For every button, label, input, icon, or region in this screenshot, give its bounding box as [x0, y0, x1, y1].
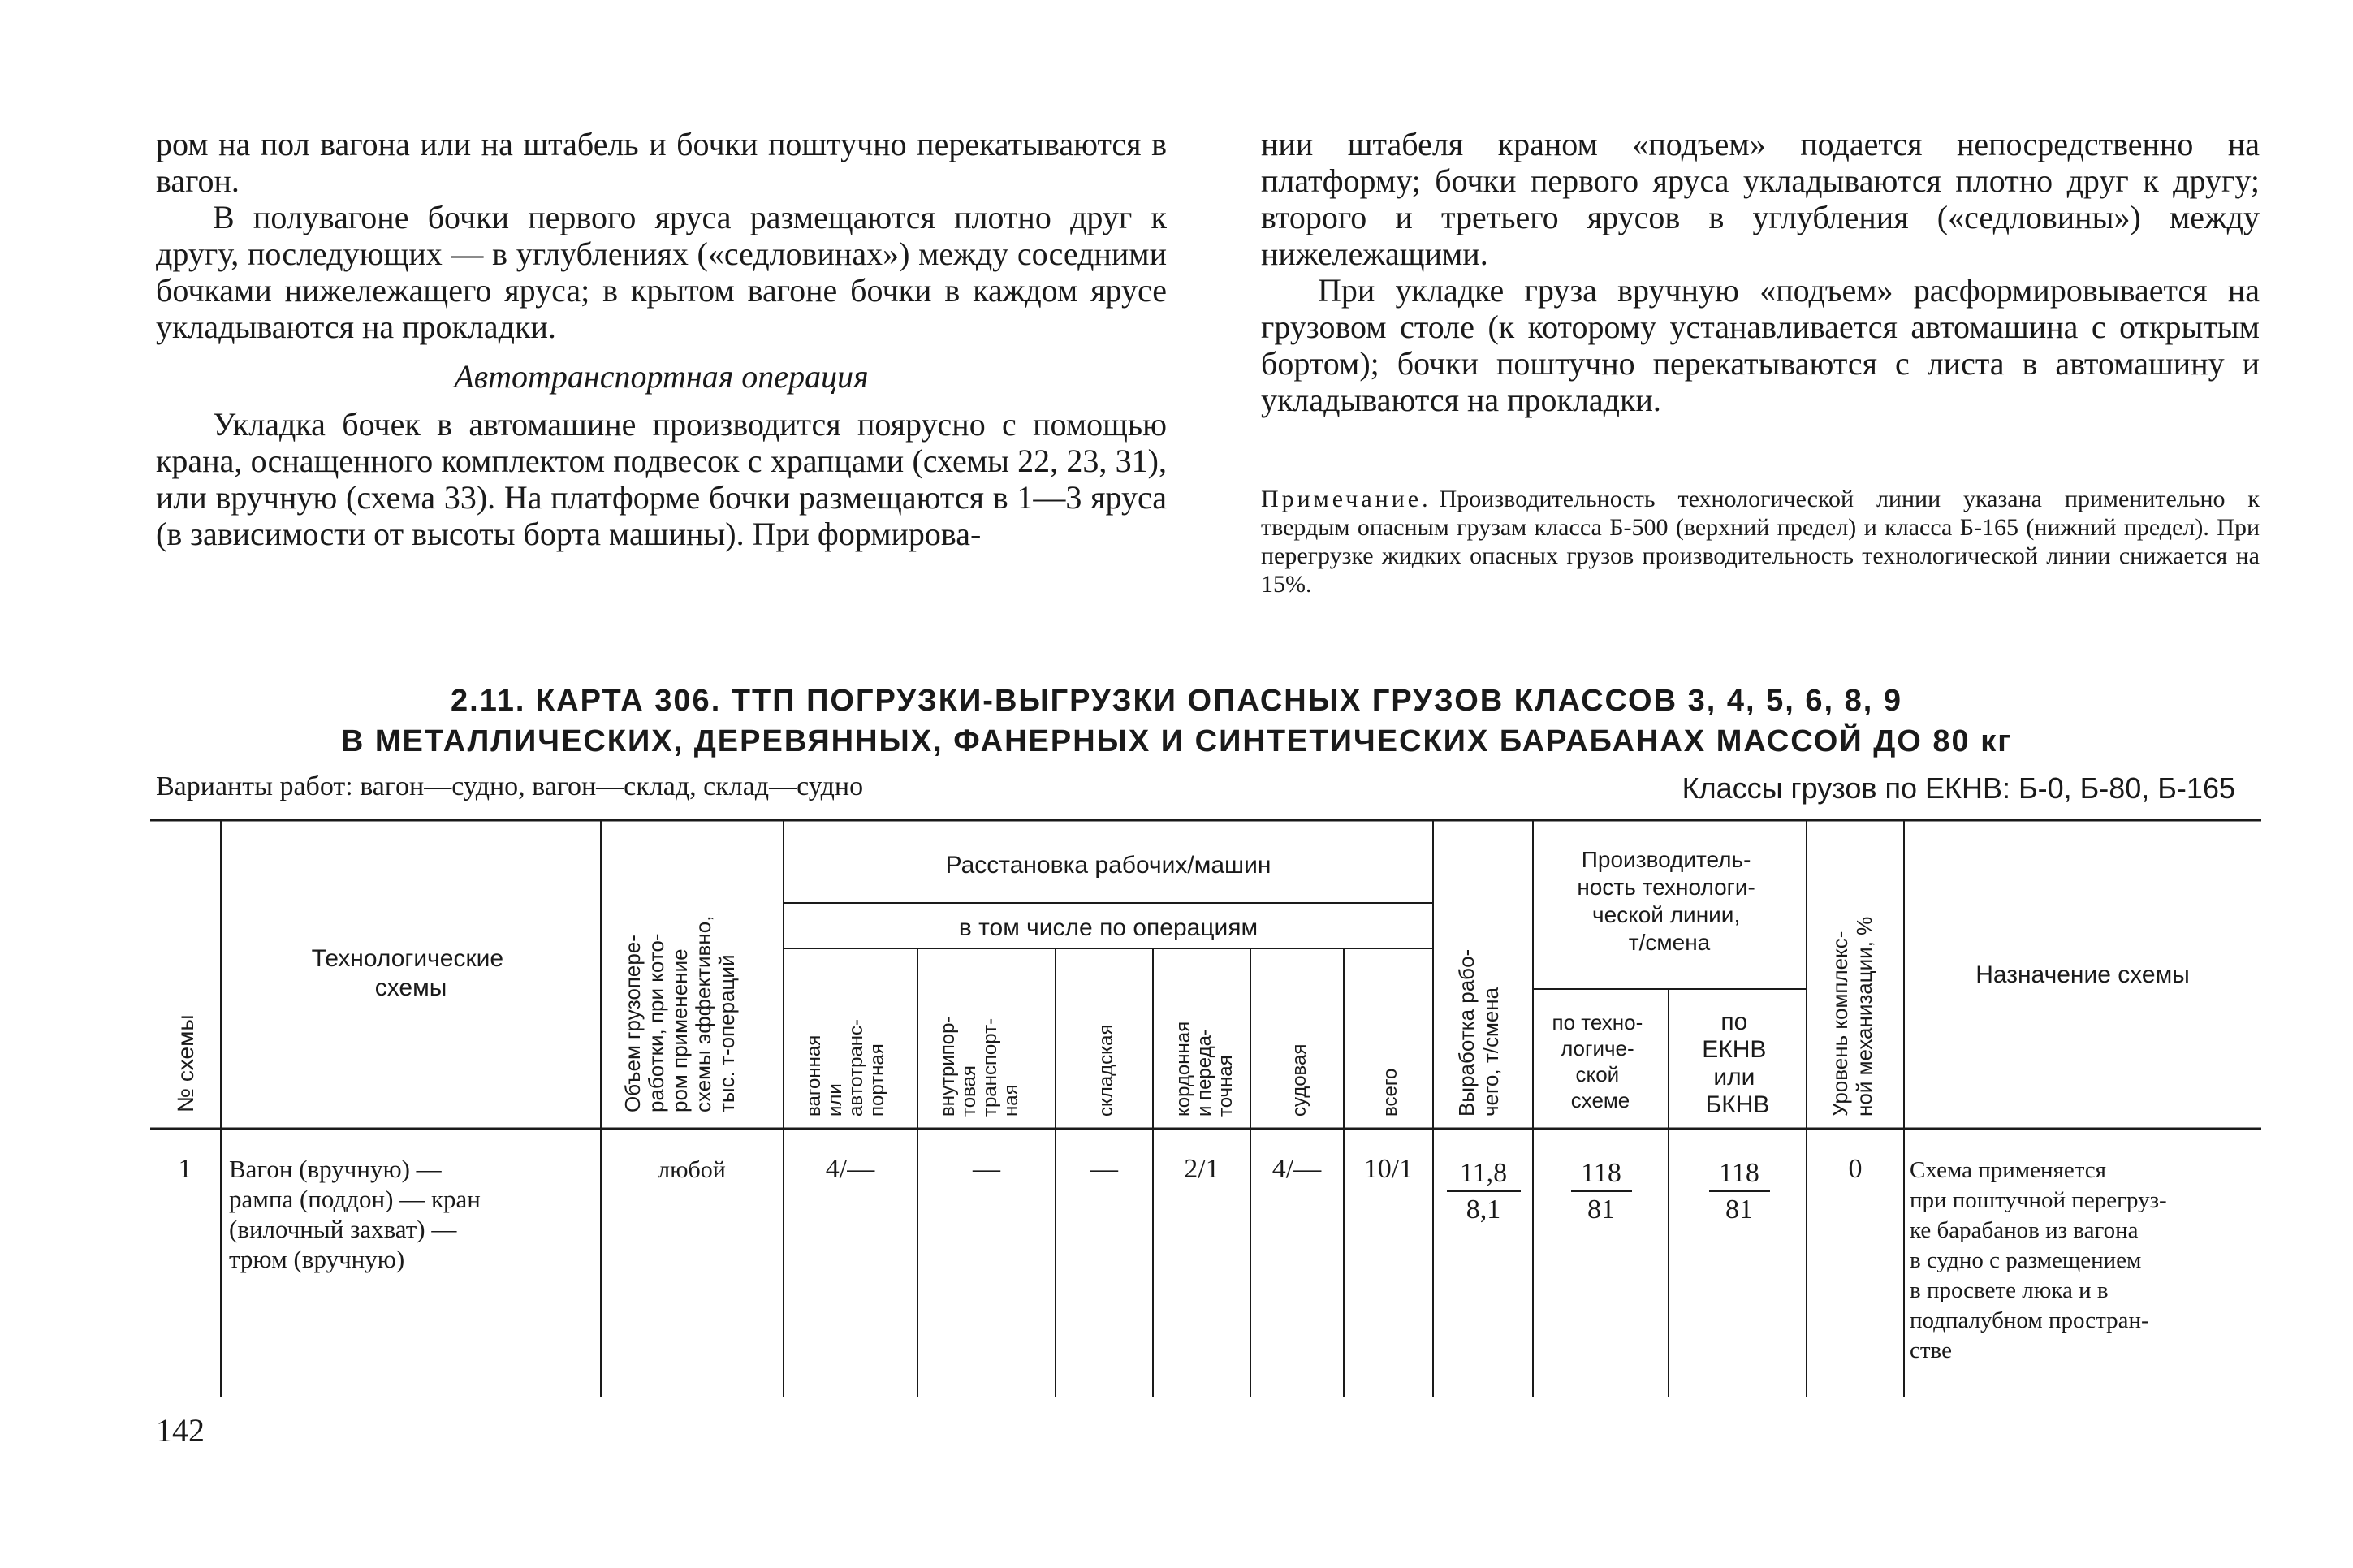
col-header-purpose: Назначение схемы [1975, 961, 2190, 988]
tech-scheme: Вагон (вручную) — рампа (поддон) — кран (вилочный захват) — трюм (вручную) [229, 1155, 481, 1273]
col-header-mechanization-level: Уровень комплекс- ной механизации, % [1828, 916, 1876, 1117]
col-header-ship-op: судовая [1289, 1043, 1310, 1117]
note-label: Примечание. [1261, 486, 1431, 512]
wagon-op-value: 4/— [825, 1154, 875, 1184]
paragraph: При укладке груза вручную «подъем» расформировывается на грузовом столе (к которому устанавливается автомашина с открытым бортом); бочки поштучно перекатываются с листа в автомашину и укладываются на прокладки. [1261, 272, 2260, 418]
col-header-cordon-op: кордонная и переда- точная [1172, 1021, 1237, 1117]
page-number: 142 [156, 1412, 205, 1449]
col-header-wagon-op: вагонная или автотранс- портная [803, 1018, 888, 1117]
volume-value: любой [658, 1156, 726, 1183]
col-header-arrangement: Расстановка рабочих/машин [945, 852, 1271, 879]
col-header-productivity: Производитель- ность технологи- ческой линии, т/смена [1577, 847, 1755, 955]
cargo-classes: Классы грузов по ЕКНВ: Б-0, Б-80, Б-165 [1682, 771, 2235, 805]
cordon-op-value: 2/1 [1184, 1154, 1220, 1184]
col-header-total: всего [1379, 1068, 1401, 1117]
work-variants: Варианты работ: вагон—судно, вагон—склад, склад—судно [156, 771, 864, 801]
productivity-ekhv-upper: 118 [1719, 1158, 1759, 1188]
ship-op-value: 4/— [1271, 1154, 1322, 1184]
scheme-purpose: Схема применяется при поштучной перегруз- ке барабанов из вагона в судно с размещением в просвете люка и в подпалубном простран- стве [1910, 1157, 2167, 1363]
section-title-line: 2.11. КАРТА 306. ТТП ПОГРУЗКИ-ВЫГРУЗКИ ОПАСНЫХ ГРУЗОВ КЛАССОВ 3, 4, 5, 6, 8, 9 [451, 684, 1902, 718]
col-header-by-ekhv: по ЕКНВ или БКНВ [1702, 1009, 1770, 1118]
col-header-num: № схемы [173, 1014, 198, 1112]
table-row [179, 1154, 2173, 1363]
productivity-scheme-lower: 81 [1587, 1194, 1615, 1225]
col-header-output: Выработка рабо- чего, т/смена [1454, 948, 1503, 1117]
total-value: 10/1 [1363, 1154, 1414, 1184]
scheme-number: 1 [178, 1154, 192, 1184]
col-header-port-transport-op: внутрипор- товая транспорт- ная [937, 1016, 1022, 1117]
productivity-scheme-upper: 118 [1581, 1158, 1621, 1188]
note-text: Производительность технологической линии указана применительно к твердым опасным грузам класса Б-500 (верхний предел) и класса Б-165 (нижний предел). При перегрузке жидких опасных грузов производительность технологической линии снижается на 15%. [1261, 486, 2260, 598]
output-upper: 11,8 [1459, 1158, 1508, 1188]
paragraph: нии штабеля краном «подъем» подается непосредственно на платформу; бочки первого яруса укладываются плотно друг к другу; второго и третьего ярусов в углубления («седловины») между нижележащими. [1261, 126, 2260, 272]
warehouse-op-value: — [1090, 1154, 1118, 1184]
paragraph: Укладка бочек в автомашине производится поярусно с помощью крана, оснащенного комплектом подвесок с храпцами (схемы 22, 23, 31), или вручную (схема 33). На платформе бочки размещаются в 1—3 яруса (в зависимости от высоты борта машины). При формирова- [156, 406, 1167, 552]
paragraph: ром на пол вагона или на штабель и бочки поштучно перекатываются в вагон. [156, 126, 1167, 199]
col-header-volume: Объем грузопере- работки, при кото- ром применение схемы эффективно, тыс. т-операций [620, 915, 739, 1112]
table-header [173, 847, 2190, 1118]
col-header-warehouse-op: складская [1095, 1024, 1117, 1117]
col-header-by-operations: в том числе по операциям [958, 914, 1259, 941]
col-header-tech: Технологические схемы [311, 945, 504, 1001]
section-title-line: В МЕТАЛЛИЧЕСКИХ, ДЕРЕВЯННЫХ, ФАНЕРНЫХ И СИНТЕТИЧЕСКИХ БАРАБАНАХ МАССОЙ ДО 80 кг [340, 724, 2013, 758]
subheading: Автотранспортная операция [454, 358, 869, 395]
mechanization-level-value: 0 [1848, 1154, 1863, 1184]
paragraph: В полувагоне бочки первого яруса размещаются плотно друг к другу, последующих — в углублениях («седловинах») между соседними бочками нижележащего яруса; в крытом вагоне бочки в каждом ярусе укладываются на прокладки. [156, 199, 1167, 345]
port-transport-op-value: — [973, 1154, 1000, 1184]
productivity-ekhv-lower: 81 [1725, 1194, 1753, 1225]
output-lower: 8,1 [1466, 1194, 1501, 1225]
col-header-by-scheme: по техно- логиче- ской схеме [1552, 1010, 1643, 1112]
